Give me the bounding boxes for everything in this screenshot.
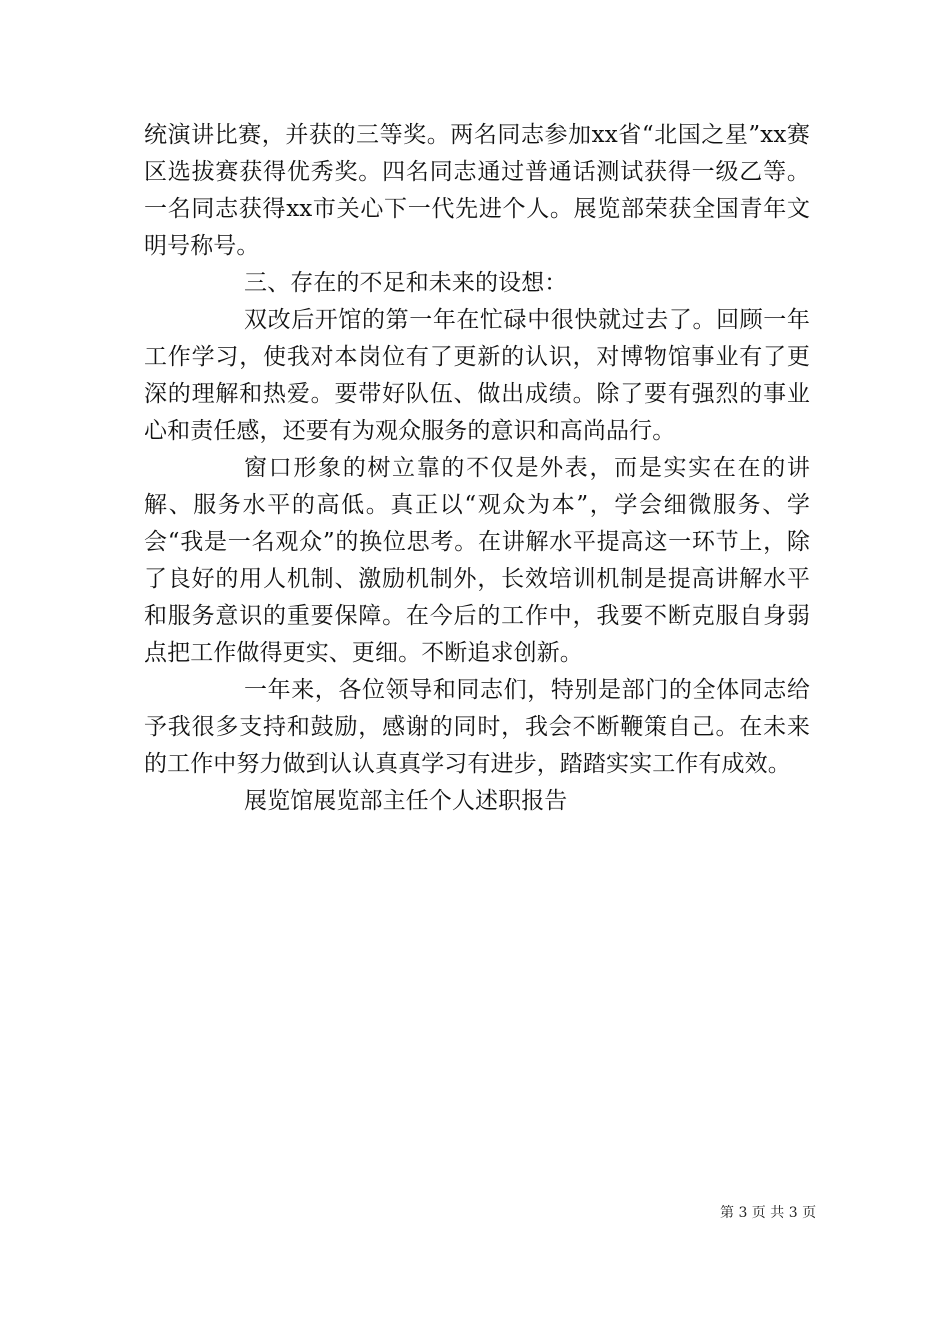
page-number-footer: 第 3 页 共 3 页 — [720, 1205, 817, 1221]
document-body — [144, 117, 810, 820]
paragraph: 窗口形象的树立靠的不仅是外表，而是实实在在的讲解、服务水平的高低。真正以“观众为本”，学会细微服务、学会“我是一名观众”的换位思考。在讲解水平提高这一环节上，除了良好的用人机制、激励机制外，长效培训机制是提高讲解水平和服务意识的重要保障。在今后的工作中，我要不断克服自身弱点把工作做得更实、更细。不断追求创新。 — [144, 455, 810, 666]
document-title-line: 展览馆展览部主任个人述职报告 — [244, 788, 568, 814]
paragraph: 双改后开馆的第一年在忙碌中很快就过去了。回顾一年工作学习，使我对本岗位有了更新的认识，对博物馆事业有了更深的理解和热爱。要带好队伍、做出成绩。除了要有强烈的事业心和责任感，还要有为观众服务的意识和高尚品行。 — [144, 307, 810, 444]
section-heading: 三、存在的不足和未来的设想： — [244, 270, 568, 296]
paragraph-continuation: 统演讲比赛，并获的三等奖。两名同志参加xx省“北国之星”xx赛区选拔赛获得优秀奖。四名同志通过普通话测试获得一级乙等。一名同志获得xx市关心下一代先进个人。展览部荣获全国青年文明号称号。 — [144, 122, 810, 259]
paragraph: 一年来，各位领导和同志们，特别是部门的全体同志给予我很多支持和鼓励，感谢的同时，我会不断鞭策自己。在未来的工作中努力做到认认真真学习有进步，踏踏实实工作有成效。 — [144, 677, 810, 777]
